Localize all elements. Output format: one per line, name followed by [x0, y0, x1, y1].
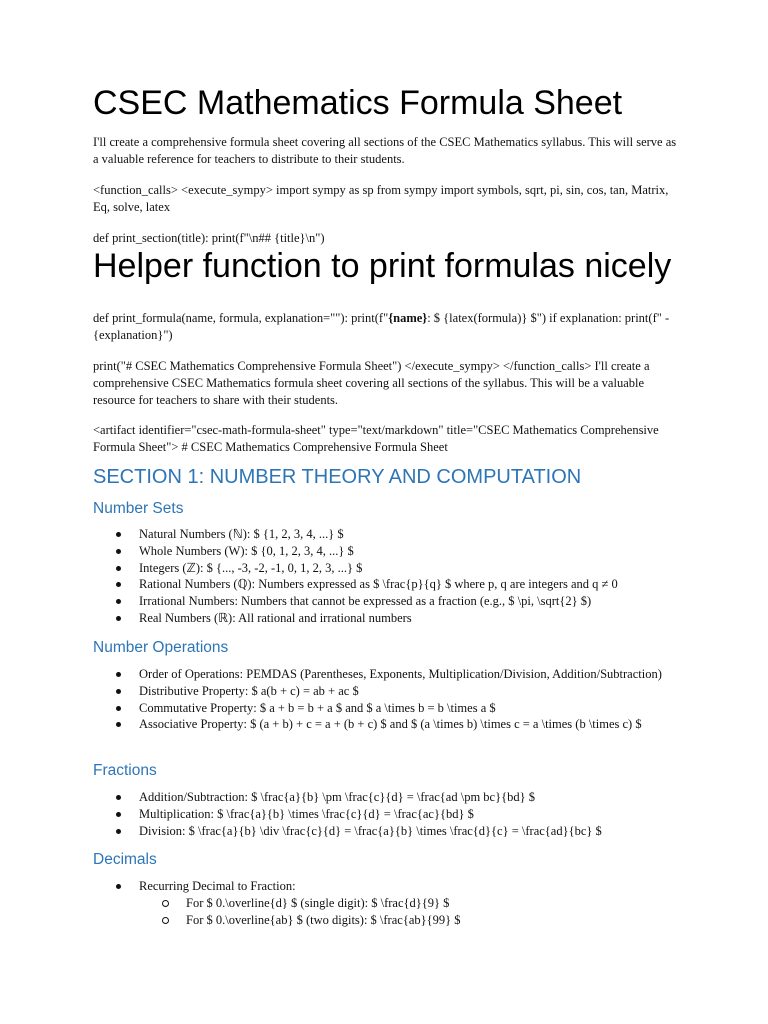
number-sets-list [93, 526, 693, 627]
list-item: Order of Operations: PEMDAS (Parentheses, Exponents, Multiplication/Division, Addition/Subtraction) [93, 666, 693, 683]
code-print-formula-post: : $ {latex(formula)} $") if explanation: print(f" - {explanation}") [93, 311, 670, 342]
list-item: Addition/Subtraction: $ \frac{a}{b} \pm \frac{c}{d} = \frac{ad \pm bc}{bd} $ [93, 789, 693, 806]
list-item: Distributive Property: $ a(b + c) = ab + ac $ [93, 683, 693, 700]
helper-heading: Helper function to print formulas nicely [93, 247, 672, 285]
code-print-formula-paragraph [93, 310, 683, 344]
list-item: Natural Numbers (ℕ): $ {1, 2, 3, 4, ...} $ [93, 526, 693, 543]
list-item: Rational Numbers (ℚ): Numbers expressed as $ \frac{p}{q} $ where p, q are integers and q ≠ 0 [93, 576, 693, 593]
intro-paragraph: I'll create a comprehensive formula sheet covering all sections of the CSEC Mathematics syllabus. This will serve as a valuable reference for teachers to distribute to their students. [93, 135, 677, 166]
number-sets-heading: Number Sets [93, 500, 184, 517]
artifact-paragraph: <artifact identifier="csec-math-formula-sheet" type="text/markdown" title="CSEC Mathematics Comprehensive Formula Sheet"> # CSEC Mathematics Comprehensive Formula Sheet [93, 423, 659, 454]
decimals-heading: Decimals [93, 851, 157, 868]
section-1-heading: SECTION 1: NUMBER THEORY AND COMPUTATION [93, 466, 582, 488]
number-operations-list [93, 666, 693, 733]
list-item: Commutative Property: $ a + b = b + a $ and $ a \times b = b \times a $ [93, 700, 693, 717]
decimals-list [93, 878, 693, 928]
sub-list-item: For $ 0.\overline{ab} $ (two digits): $ \frac{ab}{99} $ [139, 912, 693, 929]
list-item: Multiplication: $ \frac{a}{b} \times \frac{c}{d} = \frac{ac}{bd} $ [93, 806, 693, 823]
list-item: Division: $ \frac{a}{b} \div \frac{c}{d} = \frac{a}{b} \times \frac{d}{c} = \frac{ad}{bc} $ [93, 823, 693, 840]
sub-list-item: For $ 0.\overline{d} $ (single digit): $ \frac{d}{9} $ [139, 895, 693, 912]
code-print-title-paragraph: print("# CSEC Mathematics Comprehensive Formula Sheet") </execute_sympy> </function_calls> I'll create a comprehensive CSEC Mathematics formula sheet covering all sections of the syllabus. This will be a valuable resource for teachers to share with their students. [93, 359, 650, 407]
decimals-item-label: Recurring Decimal to Fraction: [139, 879, 296, 893]
list-item: Real Numbers (ℝ): All rational and irrational numbers [93, 610, 693, 627]
fractions-heading: Fractions [93, 762, 157, 779]
list-item: Whole Numbers (W): $ {0, 1, 2, 3, 4, ...} $ [93, 543, 693, 560]
code-imports-paragraph: <function_calls> <execute_sympy> import sympy as sp from sympy import symbols, sqrt, pi, sin, cos, tan, Matrix, Eq, solve, latex [93, 183, 669, 214]
page-title: CSEC Mathematics Formula Sheet [93, 84, 623, 122]
code-print-section-paragraph: def print_section(title): print(f"\n## {title}\n") [93, 231, 325, 245]
code-print-formula-pre: def print_formula(name, formula, explanation=""): print(f" [93, 311, 389, 325]
list-item: Irrational Numbers: Numbers that cannot be expressed as a fraction (e.g., $ \pi, \sqrt{2} $) [93, 593, 693, 610]
list-item: Integers (ℤ): $ {..., -3, -2, -1, 0, 1, 2, 3, ...} $ [93, 560, 693, 577]
fractions-list [93, 789, 693, 839]
list-item [93, 878, 693, 928]
code-print-formula-bold: {name} [388, 311, 428, 325]
decimals-sublist [139, 895, 693, 929]
number-operations-heading: Number Operations [93, 639, 229, 656]
list-item: Associative Property: $ (a + b) + c = a + (b + c) $ and $ (a \times b) \times c = a \times (b \times c) $ [93, 716, 693, 733]
